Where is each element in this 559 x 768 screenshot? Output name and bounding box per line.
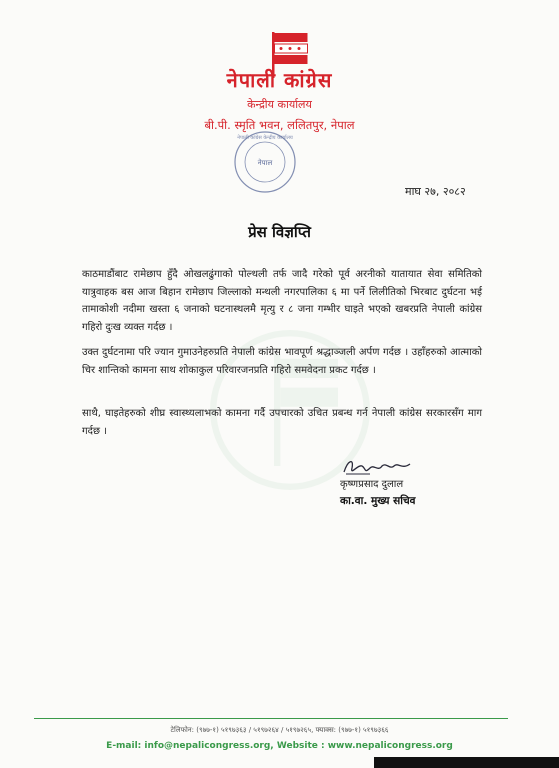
org-name: नेपाली कांग्रेस xyxy=(226,68,333,92)
signer-name: कृष्णप्रसाद दुलाल xyxy=(340,479,404,490)
office-address: बी.पी. स्मृति भवन, ललितपुर, नेपाल xyxy=(204,118,355,132)
footer-divider xyxy=(34,718,508,719)
body-paragraph-1: काठमाडौंबाट रामेछाप हुँदै ओखलढुंगाको पोल्थली तर्फ जादै गरेको पूर्व अरनीको यातायात सेवा समितिको यात्रुवाहक बस आज बिहान रामेछाप जिल्लाको मन्थली नगरपालिका ६ मा पर्ने लिलीतिको भिरबाट दुर्घटना भई तामाकोशी नदीमा खस्ता ६ जनाको घटनास्थलमै मृत्यु र ८ जना गम्भीर घाइते भएको खबरप्रति नेपाली कांग्रेस गहिरो दुःख व्यक्त गर्दछ । xyxy=(82,269,482,333)
body-paragraph-2: उक्त दुर्घटनामा परि ज्यान गुमाउनेहरुप्रति नेपाली कांग्रेस भावपूर्ण श्रद्धाञ्जली अर्पण गर्दछ । उहाँहरुको आत्माको चिर शान्तिको कामना साथ शोकाकुल परिवारजनप्रति गहिरो समवेदना प्रकट गर्दछ । xyxy=(82,347,482,376)
signer-title: का.वा. मुख्य सचिव xyxy=(340,495,416,507)
office-name: केन्द्रीय कार्यालय xyxy=(247,98,312,111)
scan-edge-shadow xyxy=(374,757,559,768)
footer-contact: E-mail: info@nepalicongress.org, Website : www.nepalicongress.org xyxy=(106,741,453,751)
body-paragraph-3: साथै, घाइतेहरुको शीघ्र स्वास्थ्यलाभको कामना गर्दै उपचारको उचित प्रबन्ध गर्न नेपाली कांग्रेस सरकारसँग माग गर्दछ । xyxy=(82,408,482,437)
svg-text:नेपाली कांग्रेस केन्द्रीय कार्: नेपाली कांग्रेस केन्द्रीय कार्यालय xyxy=(237,135,293,141)
office-seal-stamp xyxy=(233,130,297,194)
letter-date: माघ २७, २०८२ xyxy=(405,185,466,198)
letter-heading: प्रेस विज्ञप्ति xyxy=(248,223,311,241)
svg-text:नेपाल: नेपाल xyxy=(257,159,273,167)
footer-phones: टेलिफोन: (९७७-१) ५१९७३६३ / ५१९७२६४ / ५१९७२६५, फ्याक्स: (९७७-१) ५१९७३६६ xyxy=(170,726,389,734)
